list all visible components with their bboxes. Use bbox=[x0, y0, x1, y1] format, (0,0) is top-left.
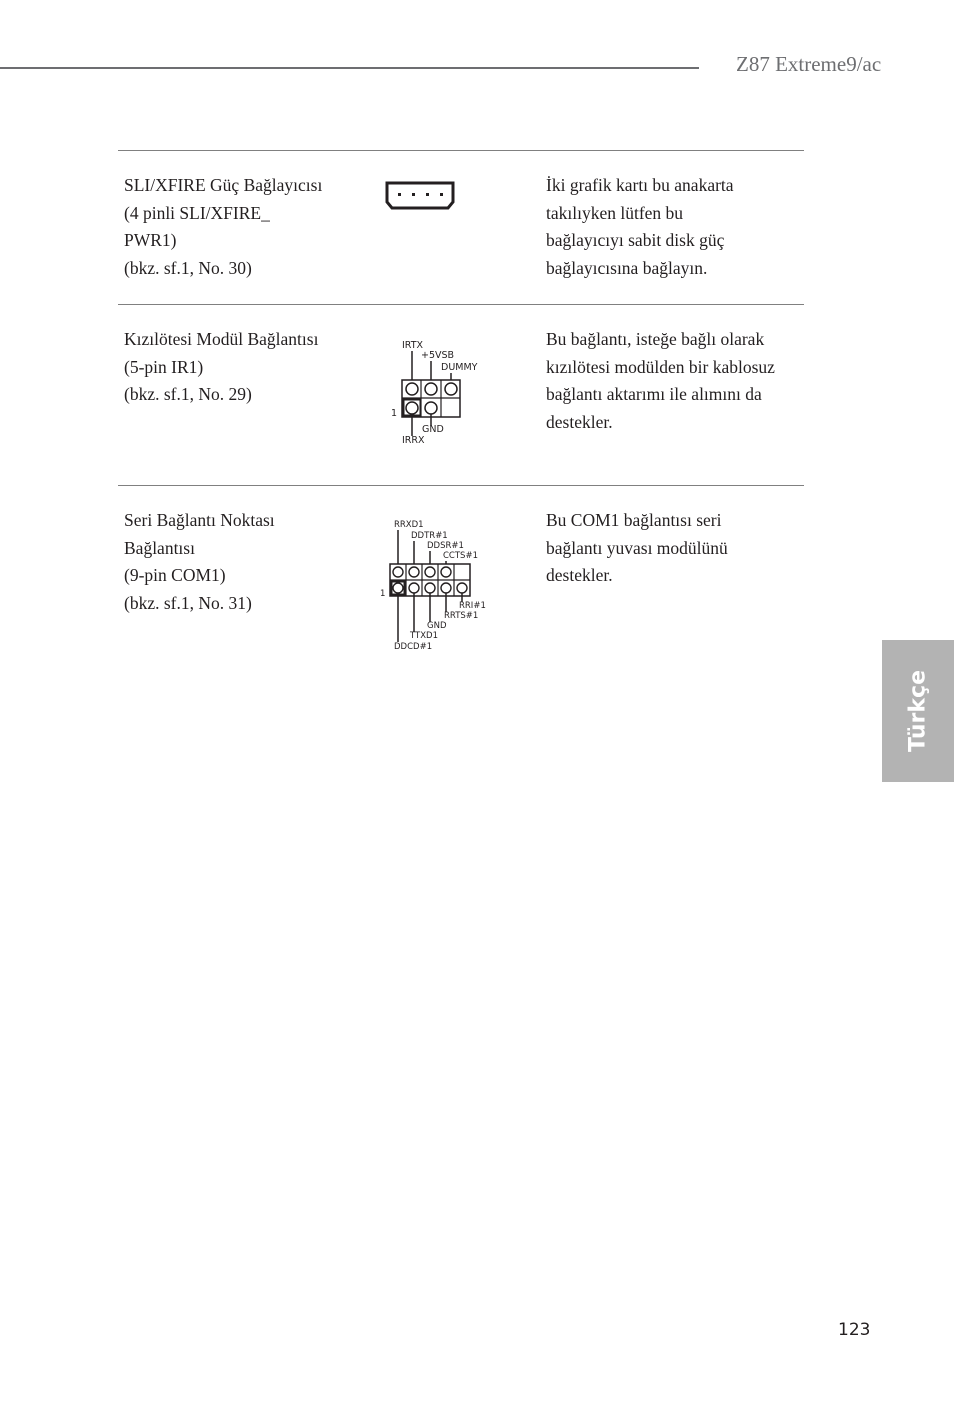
label-ccts1: CCTS#1 bbox=[443, 551, 478, 561]
language-tab-label: Türkçe bbox=[905, 669, 931, 753]
label-rrts1: RRTS#1 bbox=[444, 611, 479, 621]
page-number: 123 bbox=[838, 1320, 871, 1340]
label-irrx: IRRX bbox=[402, 435, 425, 446]
connector-desc-ir: Bu bağlantı, isteğe bağlı olarak kızılötesi modülden bir kablosuz bağlantı aktarımı ile alımını da destekler. bbox=[546, 329, 775, 433]
label-irtx: IRTX bbox=[402, 340, 424, 351]
language-tab bbox=[882, 640, 954, 782]
label-pin1: 1 bbox=[391, 408, 398, 419]
label-rrxd1: RRXD1 bbox=[394, 520, 424, 530]
label-dummy: DUMMY bbox=[441, 362, 478, 373]
ir-header-diagram bbox=[385, 336, 495, 448]
table-divider bbox=[118, 485, 804, 486]
label-ddcd1: DDCD#1 bbox=[394, 642, 433, 652]
header-rule bbox=[0, 67, 699, 69]
connector-desc-sli-xfire: İki grafik kartı bu anakarta takılıyken lütfen bu bağlayıcıyı sabit disk güç bağlayıcısına bağlayın. bbox=[546, 175, 734, 279]
label-ddtr1: DDTR#1 bbox=[411, 531, 448, 541]
label-ddsr1: DDSR#1 bbox=[427, 541, 464, 551]
connector-name-com: Seri Bağlantı Noktası Bağlantısı (9-pin COM1) (bkz. sf.1, No. 31) bbox=[124, 510, 275, 614]
label-5vsb: +5VSB bbox=[421, 350, 455, 361]
com-header-diagram bbox=[376, 516, 496, 656]
label-rri1: RRI#1 bbox=[459, 601, 486, 611]
label-gnd: GND bbox=[422, 424, 444, 435]
table-divider bbox=[118, 304, 804, 305]
connector-name-ir: Kızılötesi Modül Bağlantısı (5-pin IR1) (bkz. sf.1, No. 29) bbox=[124, 329, 319, 405]
page-title: Z87 Extreme9/ac bbox=[736, 52, 882, 76]
label-gnd: GND bbox=[427, 621, 447, 631]
label-pin1: 1 bbox=[380, 589, 386, 599]
connector-desc-com: Bu COM1 bağlantısı seri bağlantı yuvası modülünü destekler. bbox=[546, 510, 728, 586]
connector-name-sli-xfire: SLI/XFIRE Güç Bağlayıcısı (4 pinli SLI/XFIRE_ PWR1) (bkz. sf.1, No. 30) bbox=[124, 175, 323, 279]
sli-xfire-connector-diagram bbox=[382, 180, 458, 212]
table-divider bbox=[118, 150, 804, 151]
label-ttxd1: TTXD1 bbox=[410, 631, 439, 641]
